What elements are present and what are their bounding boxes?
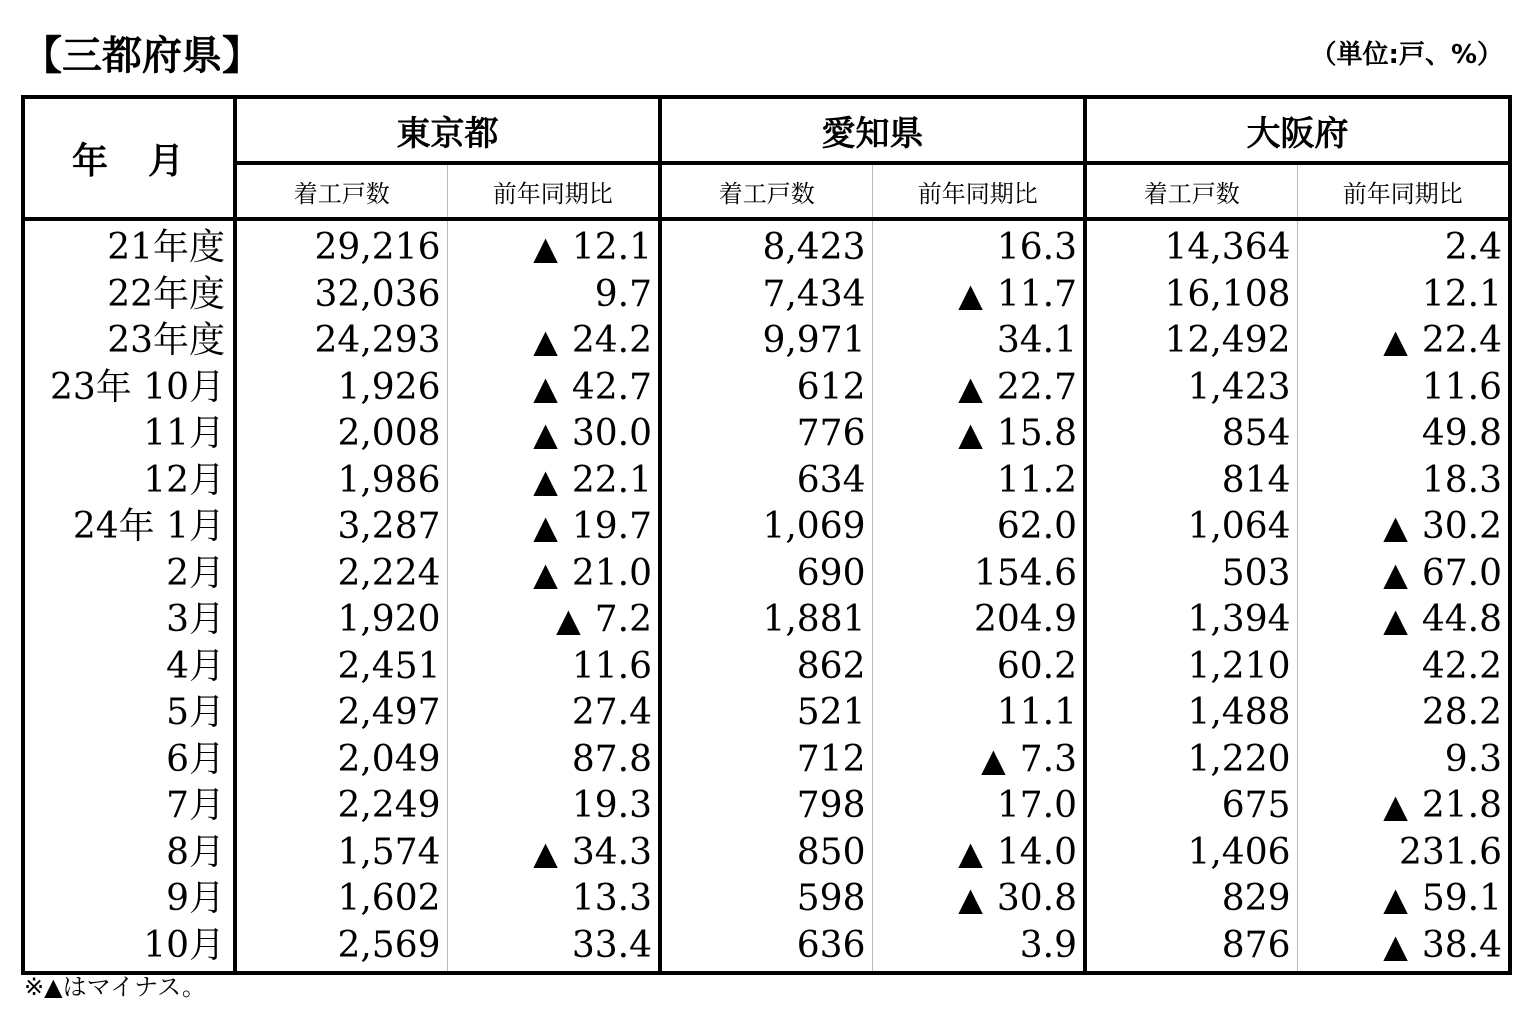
tokyo-yoy-cell <box>447 551 660 598</box>
footnote: ※▲はマイナス。 <box>24 973 206 1001</box>
table-row <box>23 690 1510 737</box>
osaka-yoy-value: 11.6 <box>1421 366 1502 408</box>
aichi-yoy-value: 3.9 <box>1019 924 1077 966</box>
osaka-yoy-value: 231.6 <box>1398 831 1502 873</box>
row-label: 7月 <box>23 783 235 830</box>
tokyo-yoy-cell <box>447 365 660 412</box>
table-row <box>23 783 1510 830</box>
aichi-yoy-value: 34.1 <box>996 320 1077 361</box>
aichi-yoy-value: 62.0 <box>996 506 1077 547</box>
aichi-yoy-cell <box>872 830 1085 877</box>
row-label: 3月 <box>23 597 235 644</box>
tokyo-yoy-value: 27.4 <box>571 692 652 733</box>
osaka-yoy-value: 30.2 <box>1421 506 1502 547</box>
tokyo-yoy-value: 19.3 <box>571 785 652 826</box>
aichi-starts-cell: 612 <box>660 365 872 412</box>
minus-triangle-icon: ▲ <box>533 322 558 360</box>
aichi-yoy-cell <box>872 597 1085 644</box>
aichi-yoy-cell <box>872 365 1085 412</box>
aichi-yoy-cell <box>872 737 1085 784</box>
tokyo-yoy-value: 12.1 <box>571 227 652 268</box>
aichi-yoy-cell <box>872 690 1085 737</box>
minus-triangle-icon: ▲ <box>533 368 558 407</box>
aichi-starts-cell: 636 <box>660 923 872 974</box>
osaka-yoy-value: 21.8 <box>1421 785 1502 826</box>
aichi-yoy-cell <box>872 458 1085 505</box>
tokyo-yoy-value: 33.4 <box>571 924 652 966</box>
row-label: 5月 <box>23 690 235 737</box>
tokyo-starts-cell: 1,926 <box>235 365 447 412</box>
minus-triangle-icon: ▲ <box>1383 926 1408 965</box>
tokyo-yoy-cell <box>447 411 660 458</box>
tokyo-yoy-cell <box>447 272 660 319</box>
aichi-starts-cell: 1,881 <box>660 597 872 644</box>
minus-triangle-icon: ▲ <box>1383 787 1408 825</box>
tokyo-yoy-cell <box>447 737 660 784</box>
aichi-yoy-value: 11.2 <box>996 459 1077 501</box>
tokyo-yoy-value: 9.7 <box>594 273 652 315</box>
aichi-yoy-value: 15.8 <box>996 413 1077 454</box>
osaka-yoy-cell <box>1297 597 1510 644</box>
osaka-yoy-cell <box>1297 551 1510 598</box>
osaka-starts-cell: 1,394 <box>1085 597 1297 644</box>
aichi-yoy-cell <box>872 219 1085 272</box>
osaka-yoy-cell <box>1297 690 1510 737</box>
aichi-yoy-value: 11.7 <box>996 273 1077 315</box>
row-label: 24年 1月 <box>23 504 235 551</box>
tokyo-starts-cell: 1,920 <box>235 597 447 644</box>
tokyo-starts-cell: 1,574 <box>235 830 447 877</box>
aichi-yoy-value: 7.3 <box>1019 738 1077 780</box>
tokyo-yoy-cell <box>447 318 660 365</box>
header-year-month: 年 月 <box>23 97 235 219</box>
row-label: 21年度 <box>23 219 235 272</box>
osaka-yoy-cell <box>1297 876 1510 923</box>
row-label: 6月 <box>23 737 235 784</box>
minus-triangle-icon: ▲ <box>958 415 983 453</box>
minus-triangle-icon: ▲ <box>1383 322 1408 360</box>
tokyo-yoy-cell <box>447 830 660 877</box>
unit-label: （単位:戸、%） <box>1310 40 1503 70</box>
aichi-yoy-value: 154.6 <box>973 552 1077 594</box>
aichi-yoy-cell <box>872 272 1085 319</box>
tokyo-starts-cell: 32,036 <box>235 272 447 319</box>
table-row <box>23 272 1510 319</box>
minus-triangle-icon: ▲ <box>1383 601 1408 639</box>
housing-starts-table <box>21 95 1512 975</box>
osaka-yoy-cell <box>1297 318 1510 365</box>
tokyo-starts-cell: 3,287 <box>235 504 447 551</box>
aichi-starts-cell: 712 <box>660 737 872 784</box>
minus-triangle-icon: ▲ <box>533 833 558 872</box>
osaka-yoy-value: 67.0 <box>1421 552 1502 594</box>
header-osaka: 大阪府 <box>1085 97 1510 163</box>
minus-triangle-icon: ▲ <box>1383 554 1408 593</box>
osaka-yoy-cell <box>1297 504 1510 551</box>
table-row <box>23 597 1510 644</box>
tokyo-starts-cell: 1,986 <box>235 458 447 505</box>
tokyo-yoy-cell <box>447 876 660 923</box>
osaka-starts-cell: 829 <box>1085 876 1297 923</box>
osaka-yoy-value: 42.2 <box>1421 645 1502 687</box>
osaka-starts-cell: 12,492 <box>1085 318 1297 365</box>
osaka-yoy-cell <box>1297 830 1510 877</box>
osaka-yoy-cell <box>1297 458 1510 505</box>
aichi-starts-cell: 690 <box>660 551 872 598</box>
aichi-starts-cell: 850 <box>660 830 872 877</box>
osaka-starts-cell: 675 <box>1085 783 1297 830</box>
table-row <box>23 830 1510 877</box>
aichi-yoy-cell <box>872 644 1085 691</box>
aichi-yoy-value: 14.0 <box>996 831 1077 873</box>
osaka-starts-cell: 1,210 <box>1085 644 1297 691</box>
row-label: 2月 <box>23 551 235 598</box>
row-label: 12月 <box>23 458 235 505</box>
aichi-yoy-value: 60.2 <box>996 645 1077 687</box>
osaka-starts-cell: 14,364 <box>1085 219 1297 272</box>
aichi-yoy-value: 17.0 <box>996 785 1077 826</box>
osaka-starts-cell: 1,488 <box>1085 690 1297 737</box>
row-label: 11月 <box>23 411 235 458</box>
osaka-yoy-value: 49.8 <box>1421 413 1502 454</box>
tokyo-starts-cell: 2,224 <box>235 551 447 598</box>
osaka-starts-cell: 854 <box>1085 411 1297 458</box>
table-row <box>23 411 1510 458</box>
tokyo-yoy-cell <box>447 644 660 691</box>
osaka-yoy-value: 44.8 <box>1421 599 1502 640</box>
aichi-starts-cell: 8,423 <box>660 219 872 272</box>
table-row <box>23 737 1510 784</box>
osaka-yoy-value: 22.4 <box>1421 320 1502 361</box>
osaka-yoy-cell <box>1297 783 1510 830</box>
tokyo-starts-cell: 29,216 <box>235 219 447 272</box>
aichi-starts-cell: 9,971 <box>660 318 872 365</box>
header-aichi: 愛知県 <box>660 97 1085 163</box>
osaka-yoy-value: 59.1 <box>1421 878 1502 919</box>
row-label: 8月 <box>23 830 235 877</box>
minus-triangle-icon: ▲ <box>958 275 983 314</box>
aichi-starts-cell: 1,069 <box>660 504 872 551</box>
aichi-starts-cell: 862 <box>660 644 872 691</box>
aichi-starts-cell: 776 <box>660 411 872 458</box>
aichi-yoy-value: 204.9 <box>973 599 1077 640</box>
minus-triangle-icon: ▲ <box>533 554 558 593</box>
tokyo-yoy-cell <box>447 923 660 974</box>
aichi-yoy-value: 11.1 <box>996 692 1077 733</box>
aichi-yoy-cell <box>872 783 1085 830</box>
row-label: 9月 <box>23 876 235 923</box>
osaka-yoy-value: 38.4 <box>1421 924 1502 966</box>
header-aichi-yoy: 前年同期比 <box>872 163 1085 219</box>
minus-triangle-icon: ▲ <box>556 601 581 639</box>
tokyo-yoy-value: 30.0 <box>571 413 652 454</box>
minus-triangle-icon: ▲ <box>958 833 983 872</box>
osaka-starts-cell: 1,064 <box>1085 504 1297 551</box>
aichi-starts-cell: 634 <box>660 458 872 505</box>
tokyo-yoy-cell <box>447 458 660 505</box>
osaka-starts-cell: 503 <box>1085 551 1297 598</box>
osaka-starts-cell: 1,423 <box>1085 365 1297 412</box>
aichi-yoy-cell <box>872 551 1085 598</box>
minus-triangle-icon: ▲ <box>981 740 1006 779</box>
header-aichi-starts: 着工戸数 <box>660 163 872 219</box>
tokyo-starts-cell: 24,293 <box>235 318 447 365</box>
tokyo-starts-cell: 2,008 <box>235 411 447 458</box>
osaka-starts-cell: 16,108 <box>1085 272 1297 319</box>
osaka-yoy-cell <box>1297 737 1510 784</box>
tokyo-starts-cell: 2,497 <box>235 690 447 737</box>
header-tokyo-starts: 着工戸数 <box>235 163 447 219</box>
tokyo-yoy-value: 7.2 <box>594 599 652 640</box>
minus-triangle-icon: ▲ <box>533 229 558 267</box>
tokyo-yoy-value: 34.3 <box>571 831 652 873</box>
tokyo-starts-cell: 1,602 <box>235 876 447 923</box>
tokyo-yoy-value: 13.3 <box>571 878 652 919</box>
osaka-starts-cell: 876 <box>1085 923 1297 974</box>
osaka-yoy-cell <box>1297 644 1510 691</box>
tokyo-starts-cell: 2,451 <box>235 644 447 691</box>
aichi-yoy-value: 30.8 <box>996 878 1077 919</box>
tokyo-yoy-value: 87.8 <box>571 738 652 780</box>
aichi-yoy-cell <box>872 504 1085 551</box>
aichi-yoy-cell <box>872 923 1085 974</box>
table-row <box>23 458 1510 505</box>
tokyo-yoy-cell <box>447 690 660 737</box>
row-label: 4月 <box>23 644 235 691</box>
osaka-yoy-value: 28.2 <box>1421 692 1502 733</box>
tokyo-yoy-cell <box>447 219 660 272</box>
row-label: 23年 10月 <box>23 365 235 412</box>
osaka-yoy-value: 9.3 <box>1444 738 1502 780</box>
header-osaka-starts: 着工戸数 <box>1085 163 1297 219</box>
osaka-yoy-value: 12.1 <box>1421 273 1502 315</box>
osaka-starts-cell: 814 <box>1085 458 1297 505</box>
aichi-yoy-cell <box>872 318 1085 365</box>
tokyo-yoy-value: 11.6 <box>571 645 652 687</box>
table-row <box>23 504 1510 551</box>
aichi-yoy-cell <box>872 876 1085 923</box>
row-label: 10月 <box>23 923 235 974</box>
osaka-yoy-cell <box>1297 923 1510 974</box>
tokyo-yoy-cell <box>447 504 660 551</box>
page-title: 【三都府県】 <box>22 33 262 79</box>
minus-triangle-icon: ▲ <box>1383 508 1408 546</box>
tokyo-yoy-value: 42.7 <box>571 366 652 408</box>
table-row <box>23 644 1510 691</box>
tokyo-starts-cell: 2,569 <box>235 923 447 974</box>
table-row <box>23 219 1510 272</box>
minus-triangle-icon: ▲ <box>958 880 983 918</box>
osaka-starts-cell: 1,406 <box>1085 830 1297 877</box>
osaka-yoy-cell <box>1297 219 1510 272</box>
aichi-starts-cell: 521 <box>660 690 872 737</box>
minus-triangle-icon: ▲ <box>533 415 558 453</box>
table-row <box>23 923 1510 974</box>
row-label: 22年度 <box>23 272 235 319</box>
table-body <box>23 219 1510 973</box>
table-row <box>23 318 1510 365</box>
tokyo-yoy-cell <box>447 783 660 830</box>
aichi-yoy-value: 22.7 <box>996 366 1077 408</box>
osaka-yoy-cell <box>1297 272 1510 319</box>
aichi-starts-cell: 798 <box>660 783 872 830</box>
minus-triangle-icon: ▲ <box>533 508 558 546</box>
aichi-yoy-cell <box>872 411 1085 458</box>
aichi-yoy-value: 16.3 <box>996 227 1077 268</box>
table-row <box>23 365 1510 412</box>
aichi-starts-cell: 598 <box>660 876 872 923</box>
minus-triangle-icon: ▲ <box>958 368 983 407</box>
tokyo-starts-cell: 2,249 <box>235 783 447 830</box>
tokyo-yoy-value: 19.7 <box>571 506 652 547</box>
tokyo-starts-cell: 2,049 <box>235 737 447 784</box>
header-osaka-yoy: 前年同期比 <box>1297 163 1510 219</box>
tokyo-yoy-cell <box>447 597 660 644</box>
minus-triangle-icon: ▲ <box>533 461 558 500</box>
header-tokyo-yoy: 前年同期比 <box>447 163 660 219</box>
osaka-yoy-value: 2.4 <box>1444 227 1502 268</box>
table-row <box>23 551 1510 598</box>
table-row <box>23 876 1510 923</box>
tokyo-yoy-value: 21.0 <box>571 552 652 594</box>
tokyo-yoy-value: 22.1 <box>571 459 652 501</box>
minus-triangle-icon: ▲ <box>1383 880 1408 918</box>
osaka-yoy-value: 18.3 <box>1421 459 1502 501</box>
osaka-yoy-cell <box>1297 411 1510 458</box>
aichi-starts-cell: 7,434 <box>660 272 872 319</box>
tokyo-yoy-value: 24.2 <box>571 320 652 361</box>
osaka-starts-cell: 1,220 <box>1085 737 1297 784</box>
row-label: 23年度 <box>23 318 235 365</box>
header-tokyo: 東京都 <box>235 97 660 163</box>
osaka-yoy-cell <box>1297 365 1510 412</box>
